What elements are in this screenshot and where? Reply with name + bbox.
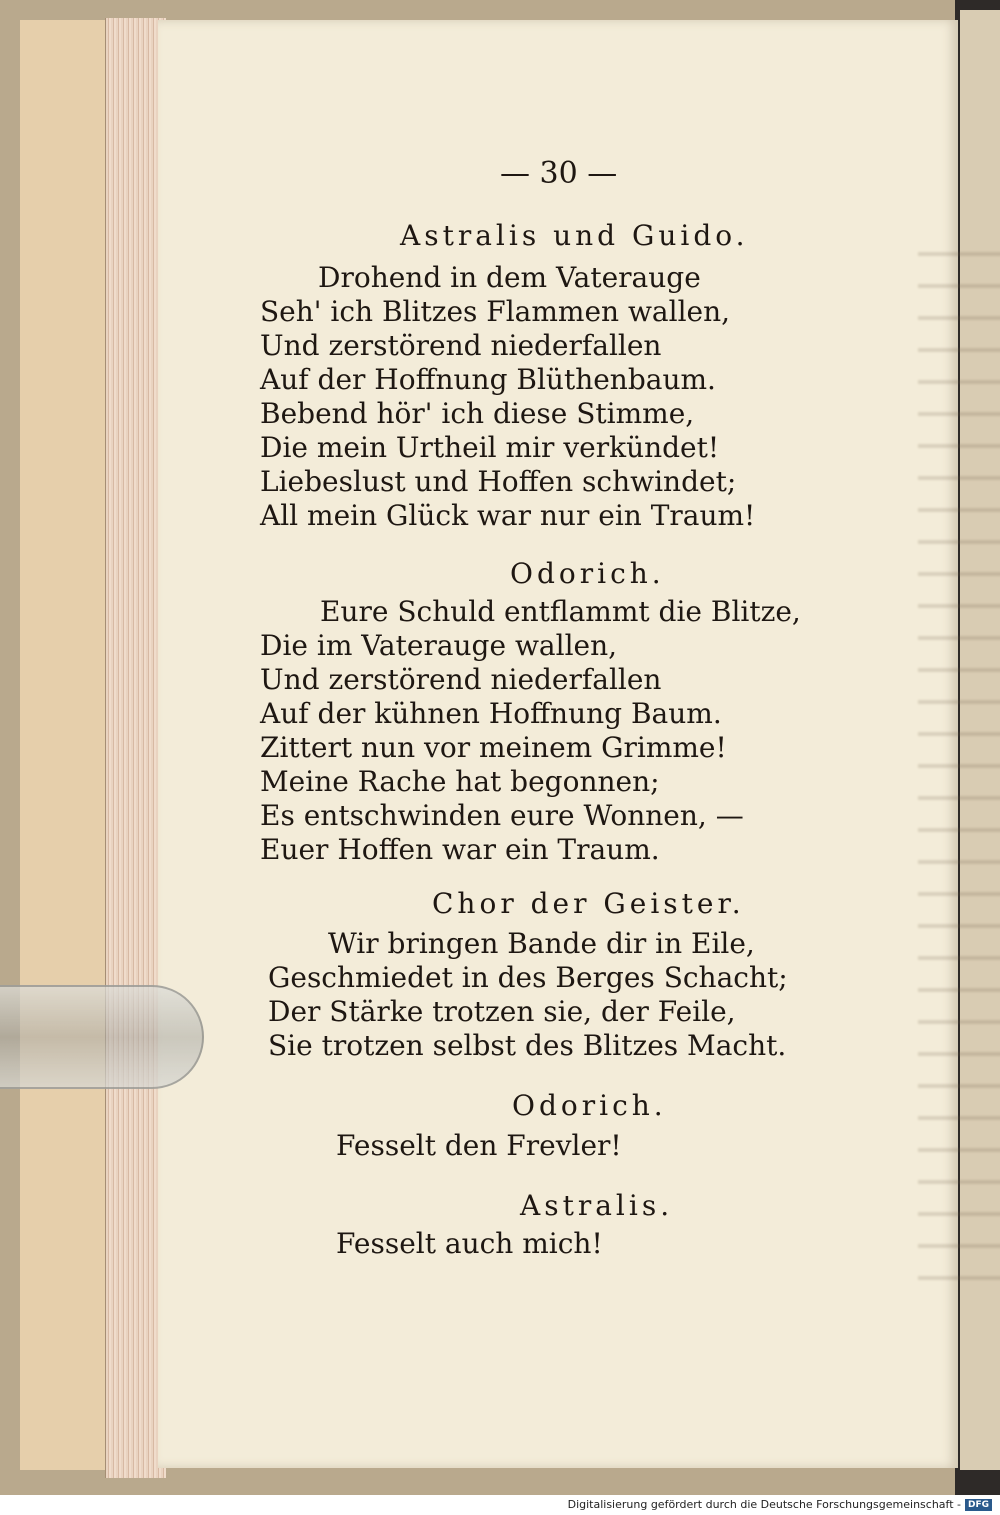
- verse-line: Drohend in dem Vaterauge: [318, 261, 701, 294]
- verse-line: Es entschwinden eure Wonnen, —: [260, 799, 744, 832]
- verse-line: Sie trotzen selbst des Blitzes Macht.: [268, 1029, 787, 1062]
- verse-line: Liebeslust und Hoffen schwindet;: [260, 465, 737, 498]
- verse-line: Und zerstörend niederfallen: [260, 329, 662, 362]
- verse-line: Zittert nun vor meinem Grimme!: [260, 731, 727, 764]
- verse-line: Wir bringen Bande dir in Eile,: [328, 927, 755, 960]
- verse-line: Auf der Hoffnung Blüthenbaum.: [260, 363, 716, 396]
- verse-line: Bebend hör' ich diese Stimme,: [260, 397, 695, 430]
- verse-line: Fesselt den Frevler!: [336, 1129, 622, 1162]
- verse-line: Die mein Urtheil mir verkündet!: [260, 431, 720, 464]
- verse-line: Auf der kühnen Hoffnung Baum.: [260, 697, 722, 730]
- dfg-logo: DFG: [965, 1499, 992, 1511]
- page-number: — 30 —: [500, 156, 618, 191]
- speaker-heading: Astralis.: [520, 1189, 674, 1222]
- credit-text: Digitalisierung gefördert durch die Deutsche Forschungsgemeinschaft -: [567, 1498, 961, 1511]
- verse-line: Geschmiedet in des Berges Schacht;: [268, 961, 788, 994]
- digitization-credit: [0, 1495, 1000, 1515]
- verse-line: Eure Schuld entflammt die Blitze,: [320, 595, 801, 628]
- verse-line: Fesselt auch mich!: [336, 1227, 603, 1260]
- verse-line: All mein Glück war nur ein Traum!: [260, 499, 756, 532]
- verse-line: Meine Rache hat begonnen;: [260, 765, 660, 798]
- speaker-heading: Astralis und Guido.: [400, 219, 749, 252]
- verse-line: Der Stärke trotzen sie, der Feile,: [268, 995, 736, 1028]
- verse-line: Seh' ich Blitzes Flammen wallen,: [260, 295, 731, 328]
- verse-line: Und zerstörend niederfallen: [260, 663, 662, 696]
- verse-line: Euer Hoffen war ein Traum.: [260, 833, 660, 866]
- speaker-heading: Odorich.: [512, 1089, 667, 1122]
- speaker-heading: Odorich.: [510, 557, 665, 590]
- verse-line: Die im Vaterauge wallen,: [260, 629, 618, 662]
- speaker-heading: Chor der Geister.: [432, 887, 745, 920]
